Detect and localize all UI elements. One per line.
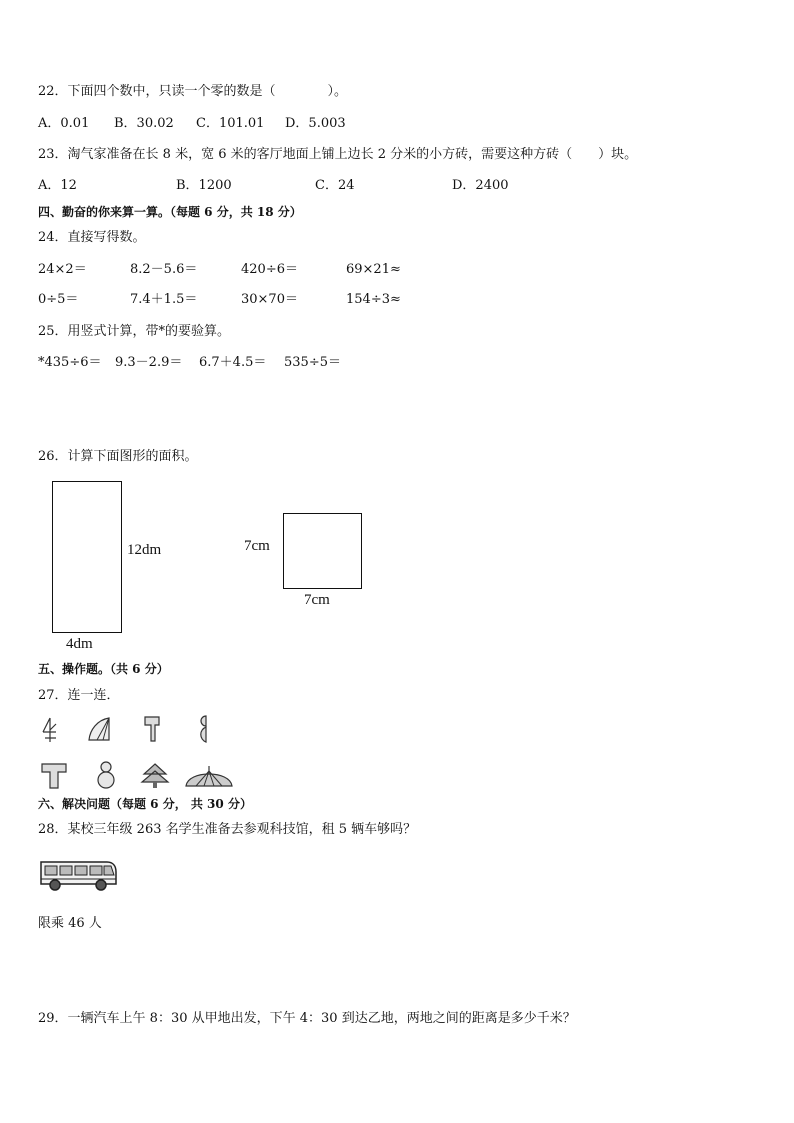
q23-option-d: D．2400: [452, 178, 509, 193]
q25-item-2: 9.3－2.9＝: [115, 355, 183, 370]
q22-option-c: C．101.01: [196, 116, 265, 131]
rectangle-height-label: 12dm: [127, 542, 162, 558]
bus-capacity-label: 限乘 46 人: [38, 916, 102, 931]
section-6-heading: 六、解决问题（每题 6 分， 共 30 分）: [38, 797, 252, 811]
q24-r1-c1: 24×2＝: [38, 262, 87, 277]
q26-stem: 26．计算下面图形的面积。: [38, 449, 198, 464]
half-umbrella-icon: [87, 716, 113, 742]
bus-icon: [37, 856, 119, 894]
q22-option-b: B．30.02: [114, 116, 174, 131]
q24-r1-c3: 420÷6＝: [241, 262, 298, 277]
q25-item-3: 6.7＋4.5＝: [199, 355, 267, 370]
q22-stem: 22．下面四个数中，只读一个零的数是（ ）。: [38, 84, 348, 99]
q22-option-d: D．5.003: [285, 116, 346, 131]
rectangle-width-label: 4dm: [66, 636, 93, 652]
q24-r2-c1: 0÷5＝: [38, 292, 79, 307]
q24-r1-c2: 8.2－5.6＝: [130, 262, 198, 277]
q24-r1-c4: 69×21≈: [346, 262, 401, 277]
q25-item-1: *435÷6＝: [38, 355, 102, 370]
q29-stem: 29．一辆汽车上午 8：30 从甲地出发，下午 4：30 到达乙地，两地之间的距离是多少千米？: [38, 1011, 576, 1026]
section-4-heading: 四、勤奋的你来算一算。（每题 6 分，共 18 分）: [38, 205, 302, 219]
q24-stem: 24．直接写得数。: [38, 230, 146, 245]
q23-option-c: C．24: [315, 178, 355, 193]
q25-stem: 25．用竖式计算，带*的要验算。: [38, 324, 231, 339]
square-figure: [283, 513, 362, 589]
q23-stem: 23．淘气家准备在长 8 米，宽 6 米的客厅地面上铺上边长 2 分米的小方砖，需要这种方砖（ ）块。: [38, 147, 638, 162]
umbrella-icon: [184, 764, 234, 792]
rectangle-figure: [52, 481, 122, 633]
q25-item-4: 535÷5＝: [284, 355, 341, 370]
q22-option-a: A．0.01: [38, 116, 90, 131]
half-stool-icon: [143, 715, 163, 743]
square-bottom-label: 7cm: [304, 592, 330, 608]
q23-option-b: B．1200: [176, 178, 232, 193]
half-snowman-icon: [196, 714, 212, 744]
square-side-label: 7cm: [244, 538, 270, 554]
stool-icon: [40, 762, 68, 790]
q24-r2-c4: 154÷3≈: [346, 292, 401, 307]
half-figure-icon: [40, 716, 60, 744]
snowman-icon: [93, 760, 119, 790]
q27-stem: 27．连一连．: [38, 688, 120, 703]
tree-icon: [140, 762, 170, 790]
q23-option-a: A．12: [38, 178, 77, 193]
q24-r2-c2: 7.4＋1.5＝: [130, 292, 198, 307]
q24-r2-c3: 30×70＝: [241, 292, 298, 307]
section-5-heading: 五、操作题。（共 6 分）: [38, 662, 169, 676]
q28-stem: 28．某校三年级 263 名学生准备去参观科技馆，租 5 辆车够吗？: [38, 822, 417, 837]
